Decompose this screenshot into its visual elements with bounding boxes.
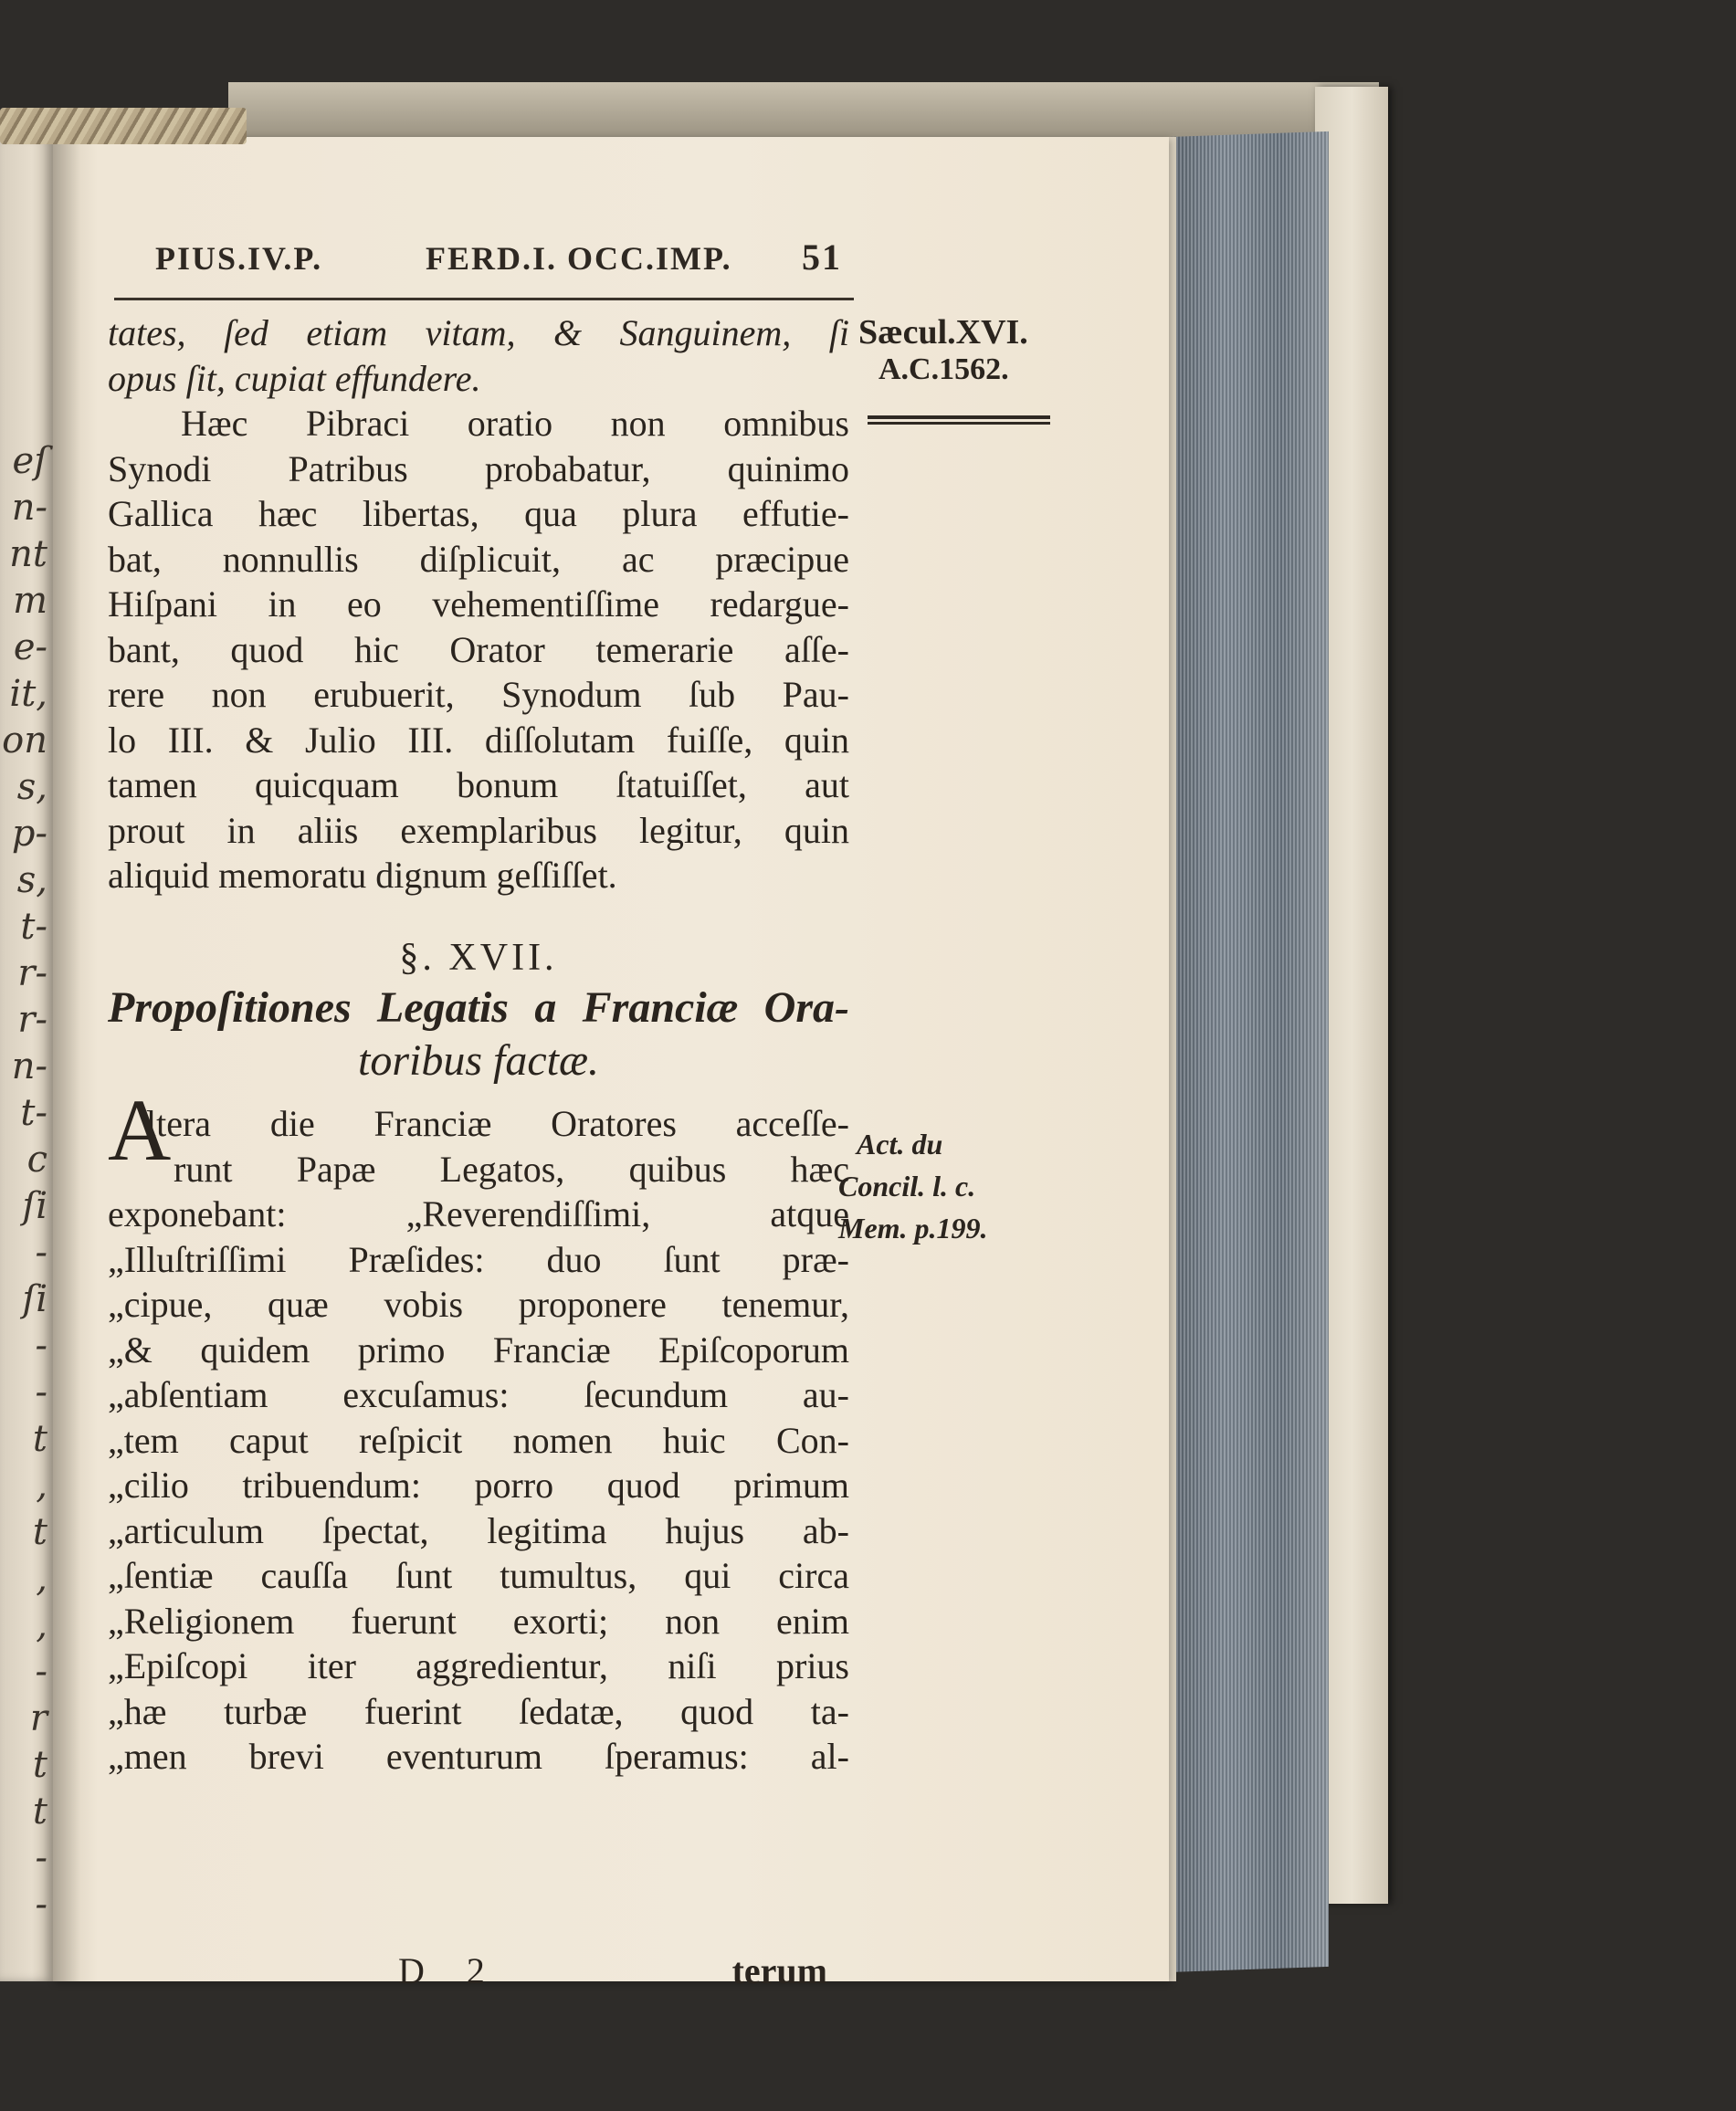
margin-rule [868,415,1050,419]
text-line: bat, nonnullis diſplicuit, ac præcipue [108,538,849,580]
text-line: exponebant: „Reverendiſſimi, atque [108,1193,849,1234]
running-head [155,236,849,285]
left-page-sliver [0,137,53,1981]
text-line: „abſentiam excuſamus: ſecundum au- [108,1374,849,1415]
head-rule [114,298,854,300]
text-line: „Epiſcopi iter aggredientur, niſi prius [108,1645,849,1686]
margin-ref-line: Concil. l. c. [838,1170,976,1203]
margin-ref-line: Act. du [857,1128,943,1161]
text-line: Hiſpani in eo vehementiſſime redargue- [108,583,849,625]
text-line: „cilio tribuendum: porro quod primum [108,1465,849,1506]
text-line: „cipue, quæ vobis proponere tenemur, [108,1284,849,1325]
text-line: „men brevi eventurum ſperamus: al- [108,1736,849,1777]
gutter-shadow [53,137,80,1981]
catchword: terum [731,1950,827,1991]
text-line: ltera die Franciæ Oratores acceſſe- [146,1103,849,1144]
text-line: „hæ turbæ fuerint ſedatæ, quod ta- [108,1690,849,1732]
page-number: 51 [802,236,842,278]
text-line: bant, quod hic Orator temerarie aſſe- [108,628,849,670]
margin-rule [868,422,1050,425]
text-line: Hæc Pibraci oratio non omnibus [181,403,849,444]
page-fore-edge [1169,131,1329,1972]
signature-mark: D 2 [398,1950,501,1991]
text-line: Synodi Patribus probabatur, quinimo [108,447,849,489]
paragraph-1 [108,310,849,898]
margin-century: Sæcul.XVI. [858,313,1028,352]
text-line: tates, ſed etiam vitam, & Sanguinem, ſi [108,312,849,353]
paragraph-2 [108,1101,849,1780]
left-page-text-fragments: eſ n- nt m e- it, on s, p- s, t- r- r- n- t- c ſi - ſi - - t , t , , - r t t - - [2,440,47,1926]
book-cover-top [228,82,1379,137]
text-line: rere non erubuerit, Synodum ſub Pau- [108,674,849,715]
text-line: runt Papæ Legatos, quibus hæc [174,1148,849,1190]
section-number: §. XVII. [399,937,558,979]
section-title [108,982,849,1087]
page-footer [108,1949,849,1997]
section-title-line: toribus factæ. [357,1036,600,1085]
running-head-pope: PIUS.IV.P. [155,240,323,277]
text-line: „tem caput reſpicit nomen huic Con- [108,1419,849,1461]
text-line: lo III. & Julio III. diſſolutam fuiſſe, quin [108,719,849,761]
text-line: „Illuſtriſſimi Præſides: duo ſunt præ- [108,1238,849,1280]
text-line: aliquid memoratu dignum geſſiſſet. [108,855,617,896]
margin-ref-line: Mem. p.199. [838,1212,988,1245]
text-line: „ſentiæ cauſſa ſunt tumultus, qui circa [108,1555,849,1596]
text-line: opus ſit, cupiat effundere. [108,357,481,399]
section-title-line: Propoſitiones Legatis a Franciæ Ora- [108,983,849,1032]
text-line: Gallica hæc libertas, qua plura effutie- [108,493,849,534]
drop-cap: A [108,1081,172,1179]
text-line: tamen quicquam bonum ſtatuiſſet, aut [108,764,849,805]
text-line: „Religionem fuerunt exorti; non enim [108,1600,849,1642]
margin-note-reference [838,1123,1076,1249]
headband [0,108,247,144]
margin-note-century [858,312,1068,387]
text-line: „articulum ſpectat, legitima hujus ab- [108,1509,849,1551]
text-line: „& quidem primo Franciæ Epiſcoporum [108,1329,849,1371]
margin-year: A.C.1562. [879,352,1009,386]
running-head-emperor: FERD.I. OCC.IMP. [426,240,732,277]
text-line: prout in aliis exemplaribus legitur, quin [108,809,849,851]
